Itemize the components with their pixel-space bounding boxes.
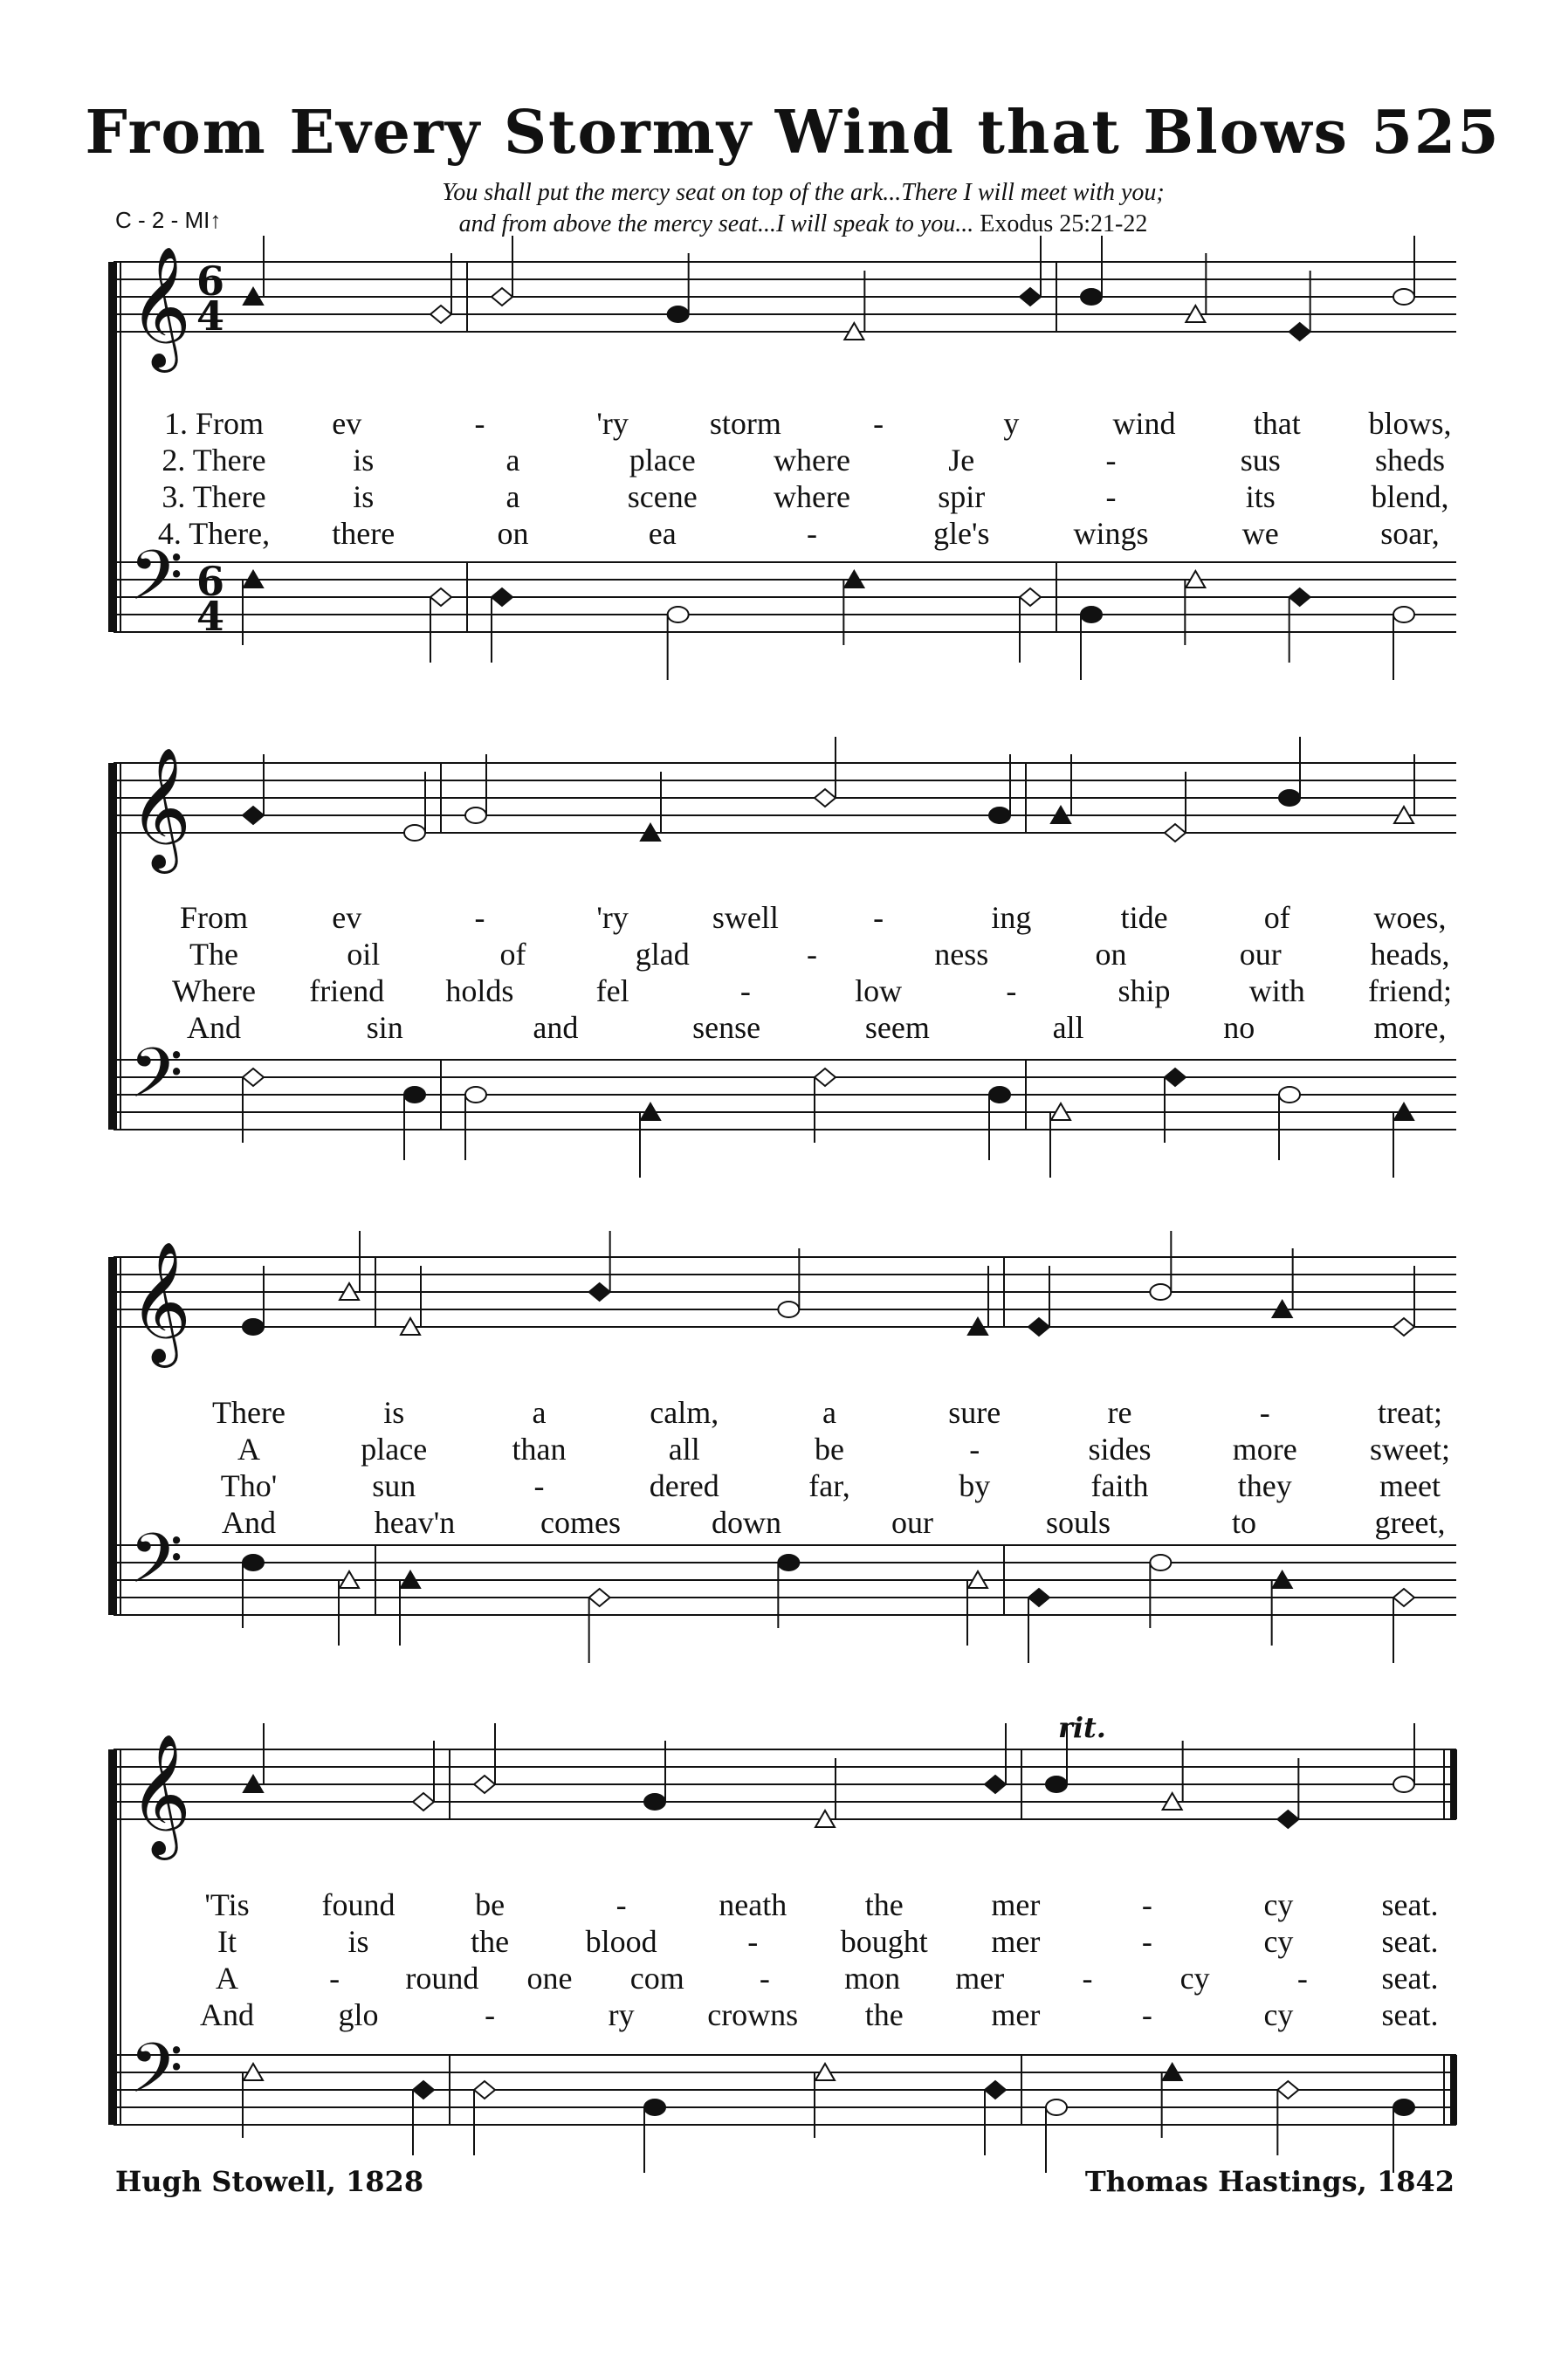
lyric-syllable: storm	[709, 406, 781, 441]
lyric-syllable: we	[1241, 516, 1279, 551]
treble-note-head	[778, 1302, 799, 1317]
treble-note-head	[1279, 790, 1300, 806]
bass-note-head	[644, 2099, 665, 2115]
lyric-syllable: re	[1107, 1395, 1132, 1430]
lyric-syllable: ea	[648, 516, 677, 551]
bass-note-head	[1020, 588, 1041, 606]
lyric-syllable: A	[237, 1432, 260, 1467]
lyric-syllable: cy	[1263, 1997, 1294, 2032]
treble-note-head	[815, 789, 836, 807]
lyric-syllable: and	[533, 1010, 579, 1045]
bass-note-head	[430, 588, 451, 606]
lyric-syllable: mer	[991, 1997, 1041, 2032]
lyric-syllable: 2. There	[162, 443, 266, 478]
lyric-syllable: all	[668, 1432, 700, 1467]
bass-note-head	[1046, 2099, 1067, 2115]
bass-note-head	[1150, 1555, 1171, 1570]
music-credit: Thomas Hastings, 1842	[1084, 2165, 1455, 2198]
system-bracket	[108, 1257, 117, 1615]
tempo-mark: rit.	[1058, 1711, 1106, 1744]
lyric-syllable: y	[1003, 406, 1020, 441]
lyric-syllable: From	[179, 900, 249, 935]
lyric-syllable: bought	[840, 1924, 928, 1959]
bass-clef-icon: 𝄢	[129, 2028, 183, 2126]
lyric-syllable: ev	[332, 406, 362, 441]
lyric-syllable: dered	[649, 1468, 719, 1503]
bass-note-head	[989, 1087, 1010, 1103]
lyric-syllable: sheds	[1375, 443, 1445, 478]
lyric-syllable: of	[499, 937, 526, 972]
system-bracket	[108, 1749, 117, 2125]
lyric-syllable: There	[212, 1395, 285, 1430]
bass-note-head	[243, 1555, 264, 1570]
lyric-syllable: soar,	[1380, 516, 1440, 551]
lyric-syllable: is	[353, 443, 375, 478]
lyric-syllable: cy	[1179, 1961, 1210, 1996]
lyric-syllable: heads,	[1370, 937, 1450, 972]
lyric-syllable: -	[1082, 1961, 1093, 1996]
treble-note-head	[413, 1793, 434, 1811]
lyric-syllable: where	[774, 443, 850, 478]
bass-note-head	[589, 1589, 610, 1606]
lyric-syllable: there	[332, 516, 395, 551]
final-barline-thick	[1450, 1749, 1457, 1819]
lyric-syllable: they	[1237, 1468, 1292, 1503]
lyric-syllable: be	[815, 1432, 844, 1467]
lyric-syllable: a	[505, 443, 520, 478]
lyric-syllable: Tho'	[220, 1468, 278, 1503]
treble-note-head	[1028, 1318, 1049, 1336]
lyric-syllable: down	[712, 1505, 781, 1540]
bass-note-head	[1277, 2081, 1298, 2099]
lyric-syllable: tide	[1120, 900, 1168, 935]
bass-note-head	[1393, 1589, 1414, 1606]
lyric-syllable: 'Tis	[204, 1887, 250, 1922]
lyric-syllable: place	[361, 1432, 428, 1467]
lyric-syllable: -	[807, 516, 817, 551]
lyric-syllable: low	[855, 973, 903, 1008]
lyric-syllable: place	[629, 443, 696, 478]
treble-clef-icon: 𝄞	[129, 747, 191, 869]
lyric-syllable: -	[616, 1887, 627, 1922]
epigraph-line-2: and from above the mercy seat...I will speak to you...	[458, 210, 974, 237]
lyric-syllable: ry	[608, 1997, 635, 2032]
bass-note-head	[1028, 1589, 1049, 1606]
lyric-syllable: And	[187, 1010, 241, 1045]
treble-note-head	[1165, 824, 1186, 842]
lyric-syllable: comes	[540, 1505, 621, 1540]
lyric-syllable: mer	[991, 1887, 1041, 1922]
lyric-syllable: heav'n	[374, 1505, 456, 1540]
epigraph-reference: Exodus 25:21-22	[980, 210, 1148, 237]
bass-time-signature-top: 6	[196, 558, 225, 605]
lyric-syllable: ing	[991, 900, 1032, 935]
lyric-syllable: seat.	[1381, 1997, 1439, 2032]
system-bracket	[108, 763, 117, 1130]
bass-note-head	[1165, 1069, 1186, 1086]
epigraph-line-1: You shall put the mercy seat on top of the ark...There I will meet with you;	[442, 179, 1165, 206]
lyric-syllable: glad	[635, 937, 690, 972]
treble-note-head	[1393, 1318, 1414, 1336]
lyric-syllable: -	[474, 406, 485, 441]
lyric-syllable: -	[873, 406, 884, 441]
bass-note-head	[465, 1087, 486, 1103]
lyric-syllable: -	[1105, 443, 1117, 478]
treble-note-head	[474, 1776, 495, 1793]
lyric-syllable: -	[1259, 1395, 1270, 1430]
lyric-syllable: more,	[1373, 1010, 1447, 1045]
tune-code: C - 2 - MI↑	[115, 207, 222, 233]
lyric-syllable: -	[873, 900, 884, 935]
lyric-syllable: of	[1263, 900, 1290, 935]
treble-note-head	[1020, 288, 1041, 306]
lyric-syllable: where	[774, 479, 850, 514]
lyric-syllable: cy	[1263, 1924, 1294, 1959]
lyric-syllable: a	[822, 1395, 836, 1430]
lyric-syllable: our	[891, 1505, 933, 1540]
lyric-syllable: no	[1223, 1010, 1255, 1045]
treble-note-head	[1393, 1776, 1414, 1792]
lyric-syllable: -	[1141, 1887, 1152, 1922]
treble-note-head	[1277, 1811, 1298, 1828]
lyric-syllable: -	[759, 1961, 770, 1996]
treble-note-head	[465, 807, 486, 823]
treble-note-head	[492, 288, 512, 306]
lyric-syllable: -	[1006, 973, 1017, 1008]
lyric-syllable: meet	[1379, 1468, 1441, 1503]
treble-note-head	[589, 1283, 610, 1301]
lyric-syllable: blows,	[1368, 406, 1452, 441]
lyric-syllable: -	[533, 1468, 545, 1503]
lyric-syllable: -	[474, 900, 485, 935]
lyric-syllable: ship	[1118, 973, 1171, 1008]
treble-note-head	[985, 1776, 1006, 1793]
lyric-syllable: than	[512, 1432, 567, 1467]
lyric-syllable: be	[475, 1887, 505, 1922]
lyric-syllable: -	[485, 1997, 496, 2032]
words-credit: Hugh Stowell, 1828	[115, 2165, 424, 2198]
bass-note-head	[778, 1555, 799, 1570]
treble-clef-icon: 𝄞	[129, 1241, 191, 1363]
lyric-syllable: friend;	[1368, 973, 1452, 1008]
system-bracket	[108, 262, 117, 632]
treble-note-head	[1150, 1284, 1171, 1300]
lyric-syllable: cy	[1263, 1887, 1294, 1922]
lyric-syllable: found	[321, 1887, 395, 1922]
final-barline-thick	[1450, 2055, 1457, 2125]
lyric-syllable: that	[1253, 406, 1301, 441]
bass-clef-icon: 𝄢	[129, 1518, 183, 1616]
treble-note-head	[1393, 289, 1414, 305]
lyric-syllable: sweet;	[1370, 1432, 1450, 1467]
lyric-syllable: -	[1141, 1997, 1152, 2032]
lyric-syllable: woes,	[1373, 900, 1447, 935]
lyric-syllable: Where	[172, 973, 256, 1008]
bass-note-head	[668, 607, 689, 622]
lyric-syllable: It	[217, 1924, 237, 1959]
bass-note-head	[492, 588, 512, 606]
lyric-syllable: the	[471, 1924, 510, 1959]
lyric-syllable: swell	[712, 900, 779, 935]
treble-clef-icon: 𝄞	[129, 1734, 191, 1855]
treble-note-head	[1081, 289, 1102, 305]
lyric-syllable: -	[807, 937, 817, 972]
lyric-syllable: glo	[338, 1997, 379, 2032]
lyric-syllable: And	[200, 1997, 254, 2032]
lyric-syllable: Je	[948, 443, 975, 478]
lyric-syllable: with	[1248, 973, 1305, 1008]
bass-note-head	[1393, 607, 1414, 622]
treble-note-head	[243, 807, 264, 824]
lyric-syllable: faith	[1090, 1468, 1149, 1503]
lyric-syllable: com	[629, 1961, 684, 1996]
treble-clef-icon: 𝄞	[129, 246, 191, 368]
lyric-syllable: -	[739, 973, 751, 1008]
lyric-syllable: sin	[366, 1010, 403, 1045]
lyric-syllable: neath	[719, 1887, 787, 1922]
lyric-syllable: to	[1231, 1505, 1257, 1540]
treble-note-head	[404, 825, 425, 841]
lyric-syllable: souls	[1045, 1505, 1111, 1540]
lyric-syllable: sun	[372, 1468, 416, 1503]
lyric-syllable: a	[532, 1395, 547, 1430]
lyric-syllable: 'ry	[596, 900, 629, 935]
lyric-syllable: spir	[938, 479, 986, 514]
lyric-syllable: is	[347, 1924, 369, 1959]
lyric-syllable: And	[222, 1505, 276, 1540]
lyric-syllable: A	[216, 1961, 238, 1996]
lyric-syllable: crowns	[707, 1997, 799, 2032]
lyric-syllable: friend	[309, 973, 385, 1008]
bass-note-head	[985, 2081, 1006, 2099]
lyric-syllable: 'ry	[596, 406, 629, 441]
treble-note-head	[644, 1794, 665, 1810]
lyric-syllable: seat.	[1381, 1887, 1439, 1922]
lyric-syllable: far,	[808, 1468, 850, 1503]
lyric-syllable: one	[526, 1961, 573, 1996]
hymn-title: From Every Stormy Wind that Blows 525	[85, 98, 1501, 168]
treble-note-head	[243, 1319, 264, 1335]
lyric-syllable: gle's	[933, 516, 990, 551]
lyric-syllable: mon	[844, 1961, 901, 1996]
lyric-syllable: 1. From	[163, 406, 265, 441]
lyric-syllable: -	[1296, 1961, 1308, 1996]
lyric-syllable: sus	[1240, 443, 1281, 478]
lyric-syllable: -	[747, 1924, 759, 1959]
lyric-syllable: sides	[1088, 1432, 1152, 1467]
lyric-syllable: by	[959, 1468, 991, 1503]
lyric-syllable: all	[1052, 1010, 1084, 1045]
treble-time-signature-bottom: 4	[196, 292, 225, 340]
lyric-syllable: our	[1239, 937, 1282, 972]
lyric-syllable: the	[864, 1887, 904, 1922]
lyric-syllable: on	[497, 516, 529, 551]
treble-note-head	[1289, 323, 1310, 340]
lyric-syllable: greet,	[1374, 1505, 1446, 1540]
treble-note-head	[430, 306, 451, 323]
treble-note-head	[989, 807, 1010, 823]
lyric-syllable: blood	[585, 1924, 657, 1959]
lyric-syllable: its	[1245, 479, 1276, 514]
lyric-syllable: the	[864, 1997, 904, 2032]
lyric-syllable: seat.	[1381, 1924, 1439, 1959]
lyric-syllable: -	[1105, 479, 1117, 514]
lyric-syllable: holds	[445, 973, 514, 1008]
lyric-syllable: ev	[332, 900, 362, 935]
lyric-syllable: ness	[934, 937, 989, 972]
lyric-syllable: sense	[692, 1010, 761, 1045]
lyric-syllable: sure	[948, 1395, 1001, 1430]
bass-note-head	[404, 1087, 425, 1103]
lyric-syllable: treat;	[1378, 1395, 1442, 1430]
lyric-syllable: fel	[595, 973, 629, 1008]
lyric-syllable: 4. There,	[157, 516, 271, 551]
lyric-syllable: wind	[1112, 406, 1176, 441]
lyric-syllable: mer	[955, 1961, 1005, 1996]
bass-time-signature-bottom: 4	[196, 593, 225, 640]
lyric-syllable: on	[1095, 937, 1127, 972]
lyric-syllable: -	[1141, 1924, 1152, 1959]
lyric-syllable: seem	[864, 1010, 930, 1045]
bass-note-head	[413, 2081, 434, 2099]
lyric-syllable: -	[329, 1961, 340, 1996]
lyric-syllable: blend,	[1371, 479, 1449, 514]
bass-note-head	[815, 1069, 836, 1086]
lyric-syllable: -	[969, 1432, 980, 1467]
treble-note-head	[1046, 1776, 1067, 1792]
lyric-syllable: wings	[1073, 516, 1149, 551]
treble-time-signature-top: 6	[196, 258, 225, 305]
bass-note-head	[243, 1069, 264, 1086]
lyric-syllable: The	[189, 937, 238, 972]
lyric-syllable: a	[505, 479, 520, 514]
bass-note-head	[1289, 588, 1310, 606]
lyric-syllable: seat.	[1381, 1961, 1439, 1996]
lyric-syllable: more	[1232, 1432, 1297, 1467]
bass-note-head	[474, 2081, 495, 2099]
lyric-syllable: 3. There	[162, 479, 266, 514]
treble-note-head	[668, 306, 689, 322]
lyric-syllable: calm,	[650, 1395, 719, 1430]
lyric-syllable: oil	[347, 937, 381, 972]
bass-note-head	[1393, 2099, 1414, 2115]
bass-note-head	[1279, 1087, 1300, 1103]
bass-note-head	[1081, 607, 1102, 622]
bass-clef-icon: 𝄢	[129, 535, 183, 633]
lyric-syllable: is	[383, 1395, 405, 1430]
bass-clef-icon: 𝄢	[129, 1033, 183, 1130]
lyric-syllable: scene	[627, 479, 698, 514]
lyric-syllable: round	[405, 1961, 479, 1996]
lyric-syllable: is	[353, 479, 375, 514]
lyric-syllable: mer	[991, 1924, 1041, 1959]
